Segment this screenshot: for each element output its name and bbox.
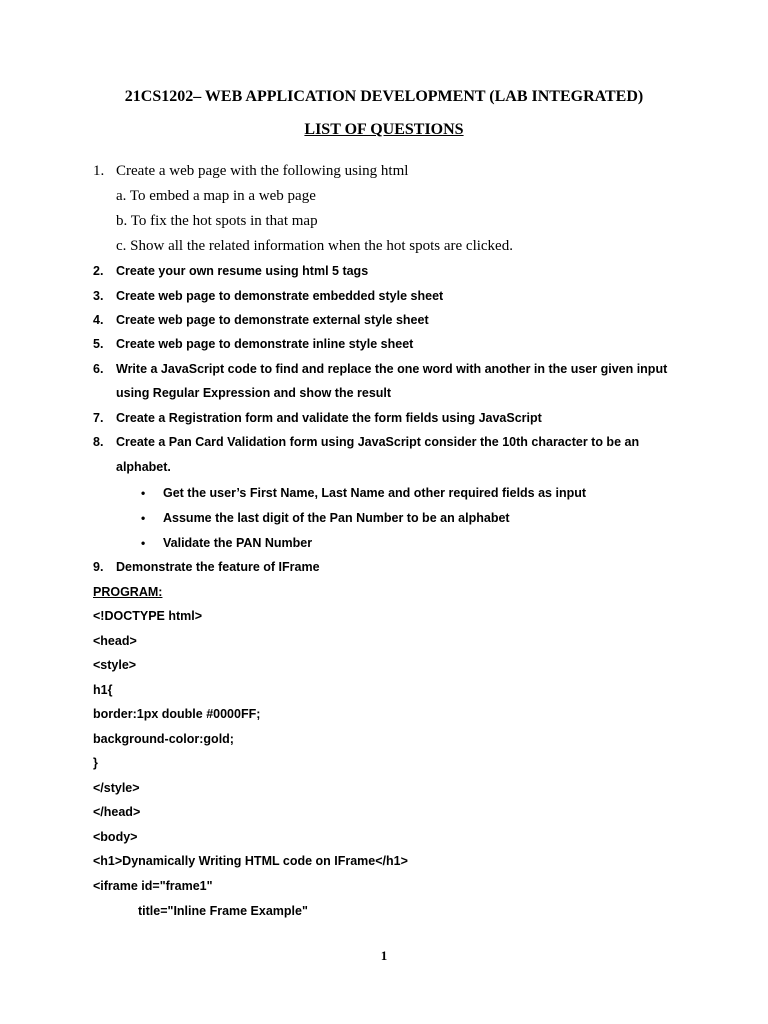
- code-line: }: [93, 756, 98, 770]
- bullet-icon: •: [141, 536, 146, 550]
- page-number: 1: [380, 948, 388, 963]
- question-text: Demonstrate the feature of IFrame: [116, 560, 320, 574]
- bullet-text: Get the user’s First Name, Last Name and other required fields as input: [163, 486, 587, 500]
- question-text: Create your own resume using html 5 tags: [116, 264, 369, 278]
- code-line: <!DOCTYPE html>: [93, 609, 203, 623]
- subitem-text: a. To embed a map in a web page: [116, 188, 316, 204]
- code-line: </style>: [93, 781, 140, 795]
- course-title: 21CS1202– WEB APPLICATION DEVELOPMENT (LAB INTEGRATED): [124, 88, 644, 105]
- bullet-text: Validate the PAN Number: [163, 536, 313, 550]
- subitem-text: b. To fix the hot spots in that map: [116, 213, 318, 229]
- code-line: h1{: [93, 683, 113, 697]
- bullet-icon: •: [141, 486, 146, 500]
- question-text: Create a Registration form and validate the form fields using JavaScript: [116, 411, 542, 425]
- code-line: border:1px double #0000FF;: [93, 707, 261, 721]
- code-line: <iframe id="frame1": [93, 879, 213, 893]
- question-text: Create web page to demonstrate inline style sheet: [116, 337, 414, 351]
- question-text: Create a Pan Card Validation form using JavaScript consider the 10th character to be an: [116, 435, 640, 449]
- code-line: background-color:gold;: [93, 732, 234, 746]
- question-number: 4.: [93, 313, 104, 327]
- code-line: </head>: [93, 805, 141, 819]
- question-number: 9.: [93, 560, 104, 574]
- question-number: 5.: [93, 337, 104, 351]
- code-line: <head>: [93, 634, 137, 648]
- code-line: <body>: [93, 830, 138, 844]
- question-text-continuation: using Regular Expression and show the result: [116, 386, 392, 400]
- question-number: 1.: [93, 163, 105, 179]
- question-number: 6.: [93, 362, 104, 376]
- bullet-text: Assume the last digit of the Pan Number to be an alphabet: [163, 511, 510, 525]
- code-line: <style>: [93, 658, 137, 672]
- code-line: <h1>Dynamically Writing HTML code on IFrame</h1>: [93, 854, 408, 868]
- question-text: Write a JavaScript code to find and replace the one word with another in the user given input: [116, 362, 668, 376]
- question-text-continuation: alphabet.: [116, 460, 171, 474]
- subitem-text: c. Show all the related information when the hot spots are clicked.: [116, 238, 513, 254]
- bullet-icon: •: [141, 511, 146, 525]
- code-line: title="Inline Frame Example": [138, 904, 308, 918]
- question-number: 3.: [93, 289, 104, 303]
- question-number: 8.: [93, 435, 104, 449]
- question-number: 2.: [93, 264, 104, 278]
- question-text: Create a web page with the following using html: [116, 163, 409, 179]
- question-text: Create web page to demonstrate external style sheet: [116, 313, 429, 327]
- list-heading: LIST OF QUESTIONS: [304, 121, 464, 138]
- question-number: 7.: [93, 411, 104, 425]
- question-text: Create web page to demonstrate embedded style sheet: [116, 289, 444, 303]
- program-label: PROGRAM:: [93, 585, 163, 599]
